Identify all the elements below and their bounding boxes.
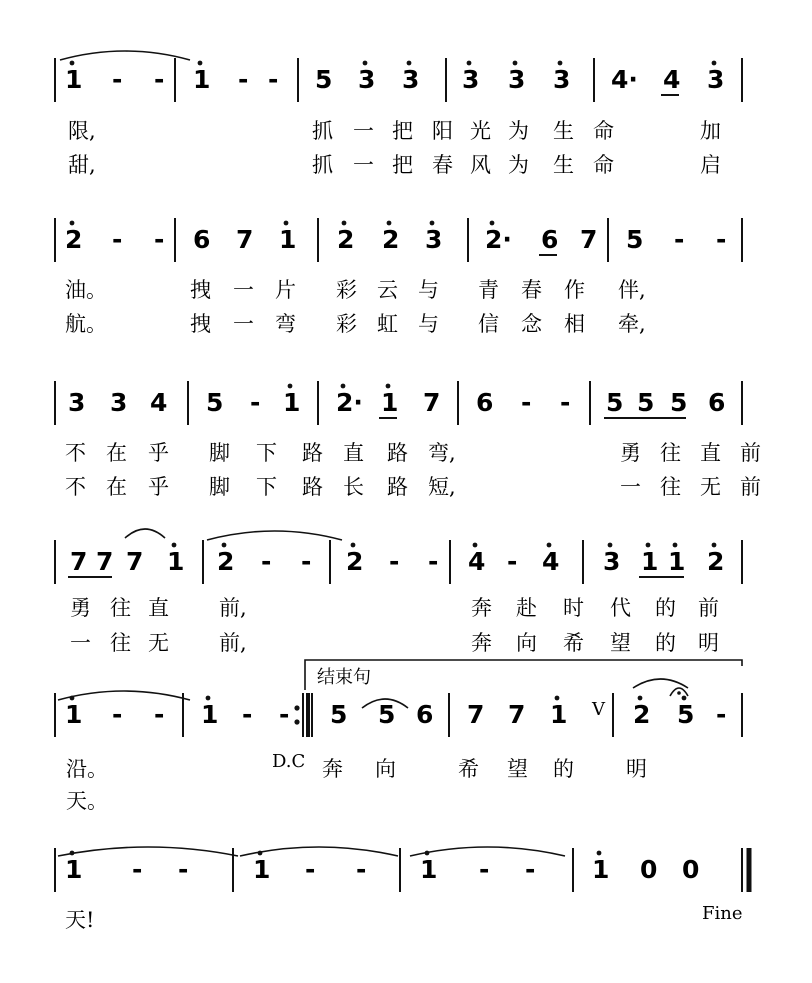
lyric-char: 在	[106, 441, 127, 465]
octave-dot	[70, 221, 75, 226]
note: 4·	[611, 65, 638, 94]
lyric-char: 望	[610, 631, 631, 655]
lyric-char: 勇	[70, 596, 91, 620]
lyric-char: 牵,	[618, 312, 646, 336]
octave-dot	[70, 61, 75, 66]
note: 1	[279, 225, 297, 254]
lyric-char: 勇	[620, 441, 641, 465]
lyric-char: 弯	[275, 312, 296, 336]
note: 1	[167, 547, 185, 576]
note: 7	[96, 547, 114, 576]
octave-dot	[555, 696, 560, 701]
tie-slur	[60, 51, 190, 60]
tie-slur	[125, 529, 165, 538]
lyric-char: 一	[70, 631, 91, 655]
note: -	[242, 700, 253, 729]
lyric-char: 的	[553, 757, 574, 781]
lyric-char: 无	[700, 475, 721, 499]
note: 5	[626, 225, 644, 254]
lyric-char: 时	[563, 596, 584, 620]
lyric-char: 短,	[428, 475, 456, 499]
lyric-char: 的	[655, 631, 676, 655]
note: 4	[663, 65, 681, 94]
note: 3	[402, 65, 420, 94]
lyric-char: 阳	[432, 119, 453, 143]
note: -	[154, 225, 165, 254]
note: 2	[65, 225, 83, 254]
lyric-char: 片	[275, 278, 296, 302]
note: -	[507, 547, 518, 576]
lyric-char: 往	[660, 475, 681, 499]
note: -	[154, 700, 165, 729]
lyric-char: 往	[110, 596, 131, 620]
lyric-char: 赴	[516, 596, 537, 620]
lyric-char: 乎	[148, 475, 169, 499]
lyric-char: 抓	[312, 153, 333, 177]
octave-dot	[407, 61, 412, 66]
lyric-char: 拽	[190, 278, 211, 302]
lyric-char: 路	[387, 475, 408, 499]
note: 5	[606, 388, 624, 417]
lyric-char: 风	[470, 153, 491, 177]
note: 2·	[336, 388, 363, 417]
note: -	[560, 388, 571, 417]
repeat-dot	[294, 719, 299, 724]
lyric-char: 彩	[336, 278, 357, 302]
lyric-char: 不	[65, 441, 86, 465]
lyric-char: 往	[110, 631, 131, 655]
lyric-char: 奔	[322, 757, 343, 781]
lyric-char: 天!	[65, 908, 95, 932]
note: 5	[378, 700, 396, 729]
note: 7	[467, 700, 485, 729]
note: 3	[508, 65, 526, 94]
fermata-dot	[677, 691, 681, 695]
lyric-char: 明	[698, 631, 719, 655]
note: 1	[253, 855, 271, 884]
note: 5	[670, 388, 688, 417]
lyric-char: 伴,	[618, 278, 646, 302]
breath-mark: V	[592, 699, 605, 720]
lyric-char: 路	[387, 441, 408, 465]
lyric-char: 沿。	[66, 757, 108, 781]
lyric-char: 脚	[209, 475, 230, 499]
note: 6	[708, 388, 726, 417]
octave-dot	[646, 543, 651, 548]
note: 7	[126, 547, 144, 576]
octave-dot	[288, 384, 293, 389]
lyric-char: 在	[106, 475, 127, 499]
octave-dot	[547, 543, 552, 548]
octave-dot	[682, 696, 687, 701]
lyric-char: 无	[148, 631, 169, 655]
octave-dot	[558, 61, 563, 66]
lyric-char: 为	[508, 153, 529, 177]
note: 1	[420, 855, 438, 884]
note: 7	[70, 547, 88, 576]
lyric-char: 虹	[377, 312, 398, 336]
lyric-char: 直	[700, 441, 721, 465]
note: 3	[68, 388, 86, 417]
note: 3	[603, 547, 621, 576]
octave-dot	[490, 221, 495, 226]
lyric-char: 代	[610, 596, 631, 620]
lyric-char: 命	[593, 153, 614, 177]
lyric-char: 彩	[336, 312, 357, 336]
note: -	[132, 855, 143, 884]
lyric-char: 把	[392, 119, 413, 143]
lyric-char: 下	[256, 441, 277, 465]
lyric-char: 一	[353, 119, 374, 143]
note: 3	[425, 225, 443, 254]
lyric-char: 命	[593, 119, 614, 143]
lyric-char: 明	[626, 757, 647, 781]
octave-dot	[513, 61, 518, 66]
note: 2	[382, 225, 400, 254]
lyric-char: 启	[700, 153, 721, 177]
note: 1	[193, 65, 211, 94]
note: 5	[637, 388, 655, 417]
octave-dot	[206, 696, 211, 701]
note: 2·	[485, 225, 512, 254]
lyric-char: 相	[564, 312, 585, 336]
note: -	[525, 855, 536, 884]
octave-dot	[608, 543, 613, 548]
lyric-char: 限,	[68, 119, 96, 143]
octave-dot	[673, 543, 678, 548]
fine-mark: Fine	[702, 903, 743, 924]
note: -	[238, 65, 249, 94]
note: 6	[476, 388, 494, 417]
note: -	[250, 388, 261, 417]
note: 7	[508, 700, 526, 729]
note: -	[112, 225, 123, 254]
octave-dot	[222, 543, 227, 548]
lyric-char: 不	[65, 475, 86, 499]
note: 1	[201, 700, 219, 729]
lyric-char: 脚	[209, 441, 230, 465]
note: 1	[65, 700, 83, 729]
lyric-char: 一	[233, 312, 254, 336]
lyric-char: 甜,	[68, 153, 96, 177]
octave-dot	[386, 384, 391, 389]
lyric-char: 直	[148, 596, 169, 620]
lyric-char: 与	[418, 278, 439, 302]
note: -	[521, 388, 532, 417]
note: 4	[468, 547, 486, 576]
note: -	[112, 65, 123, 94]
note: -	[716, 225, 727, 254]
lyric-char: 下	[256, 475, 277, 499]
note: 2	[633, 700, 651, 729]
lyric-char: 光	[470, 119, 491, 143]
lyric-char: 希	[563, 631, 584, 655]
lyric-char: 一	[233, 278, 254, 302]
note: -	[268, 65, 279, 94]
lyric-char: 信	[478, 312, 499, 336]
octave-dot	[363, 61, 368, 66]
octave-dot	[712, 61, 717, 66]
note: 6	[193, 225, 211, 254]
note: -	[479, 855, 490, 884]
lyric-char: 前,	[219, 631, 247, 655]
octave-dot	[430, 221, 435, 226]
lyric-char: 春	[521, 278, 542, 302]
lyric-char: 青	[478, 278, 499, 302]
note: 3	[553, 65, 571, 94]
note: 5	[677, 700, 695, 729]
lyric-char: 念	[521, 312, 542, 336]
note: 2	[346, 547, 364, 576]
lyric-char: 前	[698, 596, 719, 620]
note: -	[389, 547, 400, 576]
note: 4	[542, 547, 560, 576]
tie-slur	[633, 679, 688, 688]
note: 1	[283, 388, 301, 417]
octave-dot	[342, 221, 347, 226]
note: 7	[236, 225, 254, 254]
lyric-char: 向	[375, 757, 396, 781]
note: 1	[65, 65, 83, 94]
octave-dot	[467, 61, 472, 66]
note: -	[428, 547, 439, 576]
note: -	[178, 855, 189, 884]
note: 0	[640, 855, 658, 884]
note: 1	[592, 855, 610, 884]
octave-dot	[198, 61, 203, 66]
note: 3	[462, 65, 480, 94]
lyric-char: 为	[508, 119, 529, 143]
lyric-char: 的	[655, 596, 676, 620]
note: 5	[206, 388, 224, 417]
lyric-char: 前	[740, 441, 761, 465]
lyric-char: 直	[343, 441, 364, 465]
note: 2	[707, 547, 725, 576]
note: -	[716, 700, 727, 729]
lyric-char: 希	[458, 757, 479, 781]
lyric-char: 天。	[66, 789, 108, 813]
lyric-char: 往	[660, 441, 681, 465]
note: 2	[217, 547, 235, 576]
note: 7	[423, 388, 441, 417]
octave-dot	[597, 851, 602, 856]
tie-slur	[58, 847, 238, 856]
note: 1	[65, 855, 83, 884]
note: -	[301, 547, 312, 576]
note: 4	[150, 388, 168, 417]
note: 1	[641, 547, 659, 576]
octave-dot	[638, 696, 643, 701]
bracket-label: 结束句	[317, 667, 371, 688]
note: -	[356, 855, 367, 884]
lyric-char: 生	[553, 119, 574, 143]
note: -	[154, 65, 165, 94]
note: -	[674, 225, 685, 254]
lyric-char: 奔	[471, 631, 492, 655]
lyric-char: 生	[553, 153, 574, 177]
note: 7	[580, 225, 598, 254]
note: -	[261, 547, 272, 576]
note: -	[279, 700, 290, 729]
note: 1	[668, 547, 686, 576]
lyric-char: 航。	[65, 312, 107, 336]
octave-dot	[351, 543, 356, 548]
lyric-char: 长	[343, 475, 364, 499]
lyric-char: 拽	[190, 312, 211, 336]
lyric-char: 抓	[312, 119, 333, 143]
note: 5	[315, 65, 333, 94]
lyric-char: 弯,	[428, 441, 456, 465]
note: 6	[541, 225, 559, 254]
lyric-char: 望	[507, 757, 528, 781]
octave-dot	[473, 543, 478, 548]
note: 1	[550, 700, 568, 729]
lyrics	[65, 119, 761, 932]
lyric-char: 加	[700, 119, 721, 143]
note: 6	[416, 700, 434, 729]
note: 0	[682, 855, 700, 884]
note: -	[305, 855, 316, 884]
lyric-char: 一	[353, 153, 374, 177]
lyric-char: 路	[302, 441, 323, 465]
lyric-char: 前	[740, 475, 761, 499]
lyric-char: 前,	[219, 596, 247, 620]
lyric-char: 与	[418, 312, 439, 336]
lyric-char: 油。	[65, 278, 107, 302]
lyric-char: 把	[392, 153, 413, 177]
note: -	[112, 700, 123, 729]
octave-dot	[341, 384, 346, 389]
lyric-char: 路	[302, 475, 323, 499]
lyric-char: 云	[377, 278, 398, 302]
lyric-char: 向	[516, 631, 537, 655]
lyric-char: 乎	[148, 441, 169, 465]
note: 3	[110, 388, 128, 417]
note: 5	[330, 700, 348, 729]
note: 1	[381, 388, 399, 417]
lyric-char: 一	[620, 475, 641, 499]
note: 3	[707, 65, 725, 94]
tie-slur	[58, 691, 190, 700]
lyric-char: 作	[564, 278, 585, 302]
octave-dot	[172, 543, 177, 548]
dc-mark: D.C	[272, 751, 306, 772]
tie-slur	[207, 531, 342, 540]
octave-dot	[712, 543, 717, 548]
lyric-char: 春	[432, 153, 453, 177]
note: 2	[337, 225, 355, 254]
octave-dot	[387, 221, 392, 226]
repeat-dot	[294, 705, 299, 710]
note: 3	[358, 65, 376, 94]
octave-dot	[284, 221, 289, 226]
lyric-char: 奔	[471, 596, 492, 620]
